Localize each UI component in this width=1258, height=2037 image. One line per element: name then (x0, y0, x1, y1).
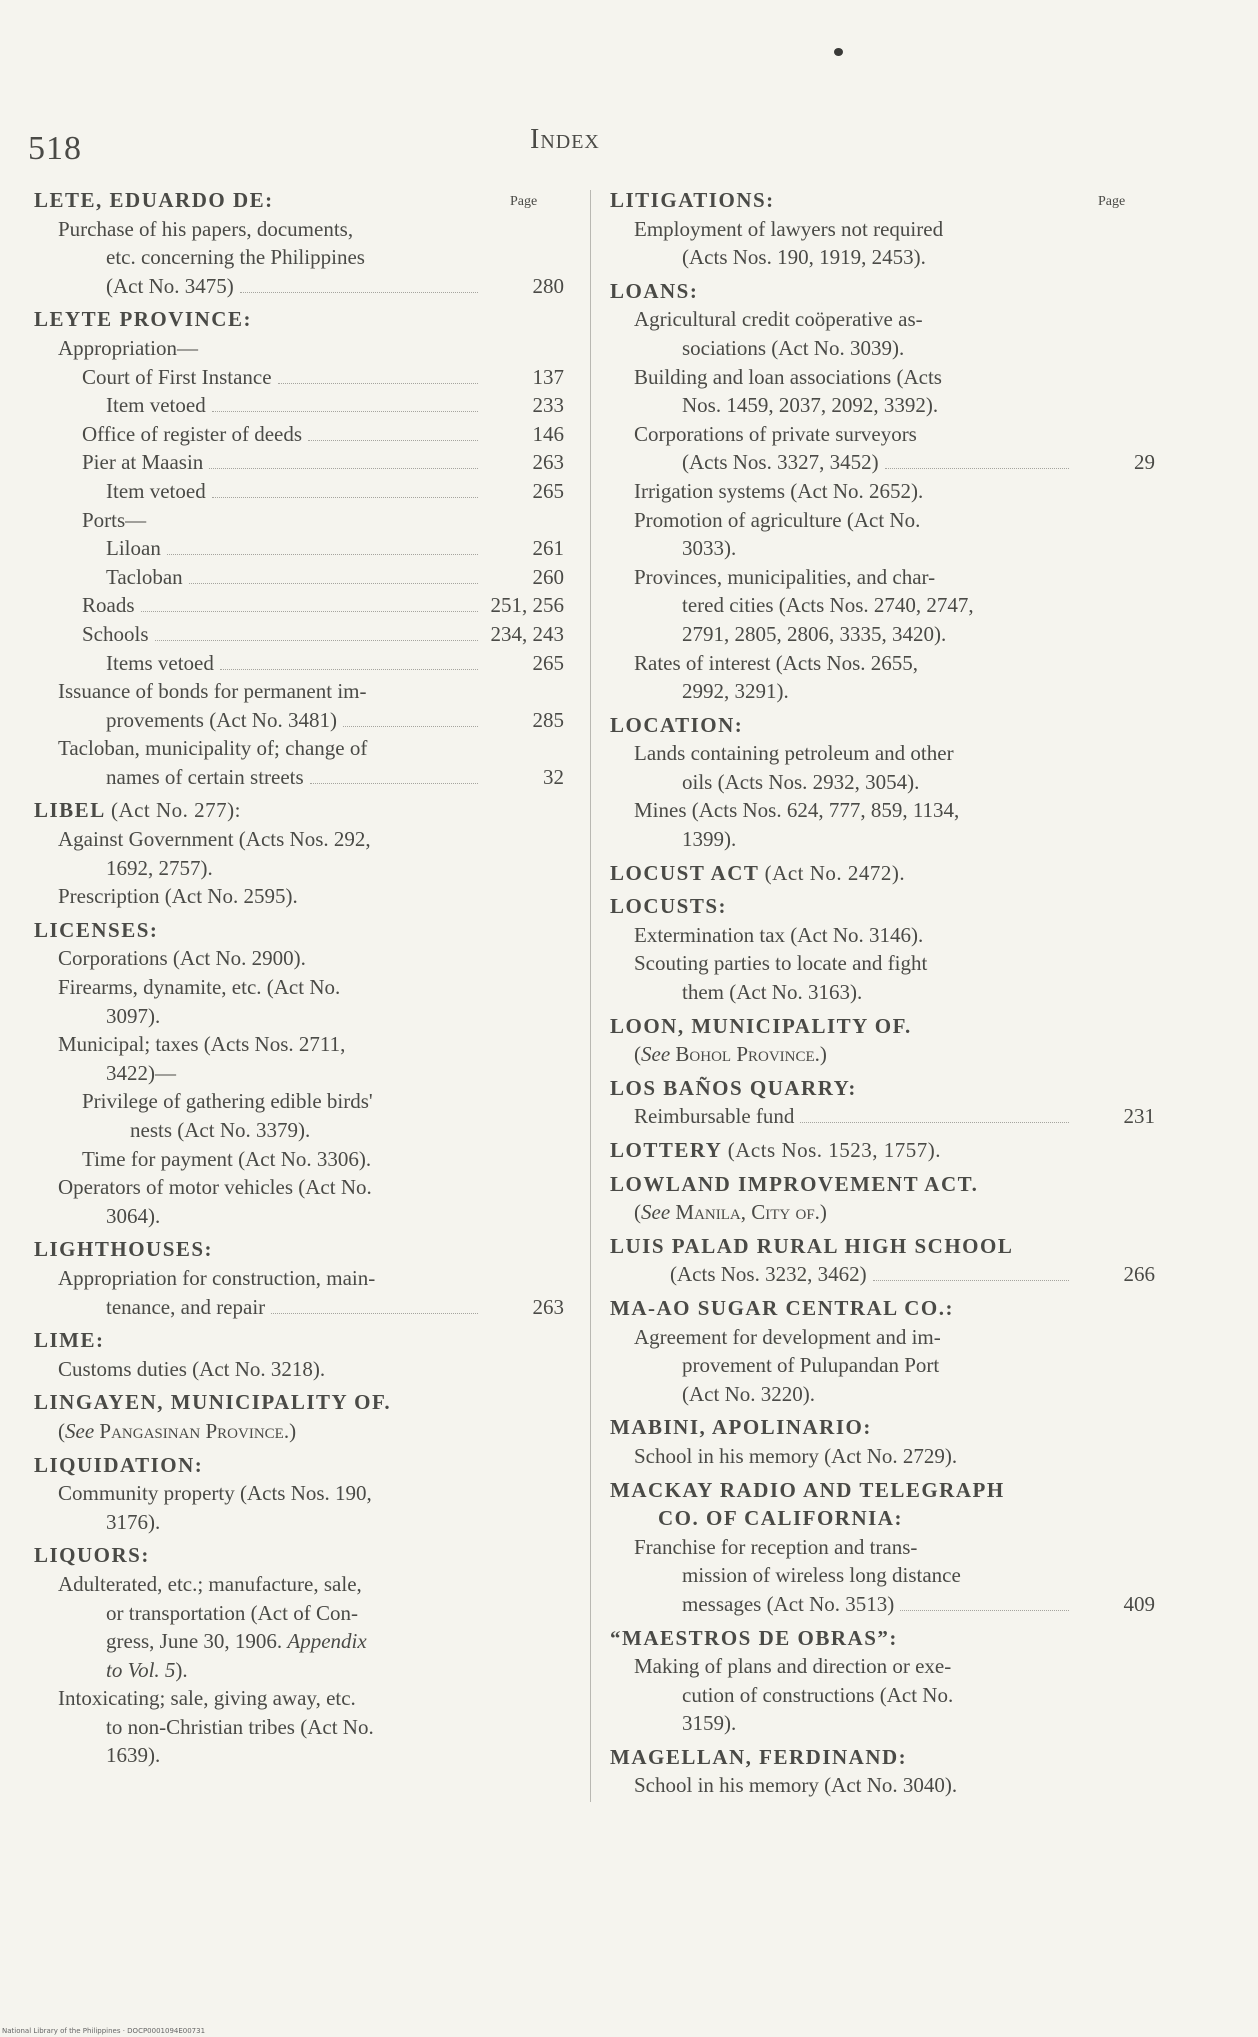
entry-heading-cont: CO. OF CALIFORNIA: (658, 1506, 903, 1531)
entry-line: Agreement for development and im- (634, 1324, 941, 1349)
entry-line: School in his memory (Act No. 2729). (634, 1443, 958, 1468)
index-entry-liquors (34, 1541, 564, 1770)
index-entry-location (610, 711, 1155, 854)
entry-text: (Acts Nos. 3327, 3452) (682, 450, 879, 475)
entry-line: Corporations of private surveyors (634, 421, 917, 446)
entry-see-also: (See Pangasinan Province.) (58, 1418, 297, 1443)
entry-text: Reimbursable fund (634, 1104, 795, 1129)
entry-line: Customs duties (Act No. 3218). (58, 1356, 326, 1381)
entry-line: Building and loan associations (Acts (634, 364, 942, 389)
entry-text: provements (Act No. 3481) (106, 707, 337, 732)
entry-ref (34, 620, 564, 649)
entry-text: Item vetoed (106, 393, 206, 418)
entry-ref (34, 448, 564, 477)
entry-heading: LOON, MUNICIPALITY OF. (610, 1013, 912, 1038)
index-entry-ma-ao (610, 1294, 1155, 1408)
entry-ref (34, 706, 564, 735)
dot-leader (308, 440, 478, 441)
entry-heading: LIGHTHOUSES: (34, 1237, 214, 1262)
page-ref: 29 (1134, 450, 1155, 475)
entry-line: or transportation (Act of Con- (106, 1600, 358, 1625)
page-ref: 263 (532, 1294, 564, 1319)
entry-line: Lands containing petroleum and other (634, 741, 954, 766)
entry-heading: LIQUORS: (34, 1543, 150, 1568)
entry-line: Provinces, municipalities, and char- (634, 564, 936, 589)
index-entry-lingayen (34, 1388, 564, 1445)
entry-line: (Act No. 3220). (682, 1381, 815, 1406)
index-entry-libel (34, 796, 564, 910)
entry-line: 2992, 3291). (682, 679, 789, 704)
see-ref: Manila, City of.) (675, 1200, 827, 1225)
entry-heading: LOCUST ACT (610, 860, 760, 885)
entry-text-italic: to Vol. 5 (106, 1657, 176, 1682)
entry-heading: MACKAY RADIO AND TELEGRAPH (610, 1477, 1005, 1502)
entry-line: 3159). (682, 1711, 737, 1736)
entry-line: mission of wireless long distance (682, 1563, 961, 1588)
dot-leader (278, 383, 478, 384)
entry-line: Against Government (Acts Nos. 292, (58, 827, 371, 852)
entry-line: Irrigation systems (Act No. 2652). (634, 478, 924, 503)
entry-heading: LOTTERY (610, 1138, 723, 1162)
entry-heading: MA-AO SUGAR CENTRAL CO.: (610, 1295, 955, 1320)
see-word: See (641, 1042, 671, 1067)
entry-heading: LIQUIDATION: (34, 1452, 204, 1477)
entry-heading: LOANS: (610, 278, 699, 303)
index-entry-loans (610, 277, 1155, 706)
entry-ref (610, 1260, 1155, 1289)
entry-ref (34, 534, 564, 563)
index-entry-litigations (610, 186, 1155, 272)
entry-heading: LOCATION: (610, 712, 744, 737)
entry-heading: LIME: (34, 1328, 105, 1353)
entry-heading: MABINI, APOLINARIO: (610, 1415, 872, 1440)
entry-line: Municipal; taxes (Acts Nos. 2711, (58, 1032, 346, 1057)
entry-text: names of certain streets (106, 764, 304, 789)
entry-ref (34, 391, 564, 420)
entry-line: Mines (Acts Nos. 624, 777, 859, 1134, (634, 798, 960, 823)
entry-line: 3033). (682, 536, 737, 561)
entry-heading-row (610, 859, 1155, 888)
page-ref: 409 (1123, 1591, 1155, 1616)
entry-text: (Act No. 3475) (106, 273, 234, 298)
entry-text: Schools (82, 621, 149, 646)
scan-footer: National Library of the Philippines · DOCP0001094E00731 (2, 2027, 206, 2035)
entry-text: Liloan (106, 536, 161, 561)
page-ref: 265 (532, 650, 564, 675)
entry-line: to non-Christian tribes (Act No. (106, 1714, 374, 1739)
entry-heading: LOWLAND IMPROVEMENT ACT. (610, 1171, 979, 1196)
index-column-left (34, 186, 564, 1775)
index-entry-mackay (610, 1476, 1155, 1619)
page-column-label-left: Page (510, 194, 538, 209)
entry-heading: LINGAYEN, MUNICIPALITY OF. (34, 1390, 392, 1415)
entry-ref (34, 649, 564, 678)
column-divider (590, 190, 591, 1802)
index-entry-locusts (610, 892, 1155, 1006)
entry-heading: MAGELLAN, FERDINAND: (610, 1744, 908, 1769)
entry-line: cution of constructions (Act No. (682, 1682, 954, 1707)
index-entry-luis-palad (610, 1232, 1155, 1289)
entry-line: Intoxicating; sale, giving away, etc. (58, 1686, 356, 1711)
page-number: 518 (28, 130, 82, 167)
index-column-right (610, 186, 1155, 1805)
dot-leader (189, 583, 478, 584)
entry-line: Franchise for reception and trans- (634, 1534, 918, 1559)
entry-line: Community property (Acts Nos. 190, (58, 1481, 372, 1506)
ink-speck (834, 48, 843, 56)
page-ref: 266 (1123, 1262, 1155, 1287)
entry-line: Privilege of gathering edible birds' (82, 1089, 373, 1114)
entry-see-also: (See Bohol Province.) (634, 1042, 827, 1067)
page-ref: 251, 256 (490, 593, 564, 618)
entry-text: Tacloban (106, 564, 183, 589)
dot-leader (220, 669, 478, 670)
entry-heading-note: (Acts Nos. 1523, 1757). (727, 1138, 942, 1162)
entry-see-also: (See Manila, City of.) (634, 1200, 827, 1225)
entry-line: 2791, 2805, 2806, 3335, 3420). (682, 621, 947, 646)
entry-line: Time for payment (Act No. 3306). (82, 1146, 372, 1171)
see-ref: Bohol Province.) (675, 1042, 827, 1067)
entry-line: Purchase of his papers, documents, (58, 216, 354, 241)
entry-line: tered cities (Acts Nos. 2740, 2747, (682, 593, 974, 618)
index-entry-lowland (610, 1170, 1155, 1227)
entry-line: Appropriation for construction, main- (58, 1265, 376, 1290)
entry-line: 1692, 2757). (106, 855, 213, 880)
entry-text: Office of register of deeds (82, 421, 303, 446)
dot-leader (212, 497, 478, 498)
dot-leader (141, 611, 479, 612)
entry-line: them (Act No. 3163). (682, 980, 863, 1005)
entry-line: Ports— (82, 507, 147, 532)
entry-line: Agricultural credit coöperative as- (634, 307, 923, 332)
entry-text: (Acts Nos. 3232, 3462) (670, 1262, 867, 1287)
index-entry-liquidation (34, 1451, 564, 1537)
entry-line: oils (Acts Nos. 2932, 3054). (682, 769, 920, 794)
entry-ref (610, 1102, 1155, 1131)
page-ref: 261 (532, 536, 564, 561)
entry-text: Item vetoed (106, 478, 206, 503)
page-ref: 260 (532, 564, 564, 589)
index-entry-lete (34, 186, 564, 300)
page-column-label-right: Page (1098, 194, 1126, 209)
entry-line: Rates of interest (Acts Nos. 2655, (634, 650, 919, 675)
entry-ref (34, 763, 564, 792)
entry-line: etc. concerning the Philippines (106, 245, 365, 270)
entry-ref (34, 591, 564, 620)
index-entry-magellan (610, 1743, 1155, 1800)
see-ref: Pangasinan Province.) (99, 1418, 297, 1443)
entry-heading-row (34, 796, 564, 825)
page-ref: 233 (532, 393, 564, 418)
dot-leader (873, 1280, 1069, 1281)
dot-leader (343, 726, 478, 727)
entry-heading: LITIGATIONS: (610, 188, 775, 212)
page-ref: 265 (532, 478, 564, 503)
entry-line: Extermination tax (Act No. 3146). (634, 922, 924, 947)
page-ref: 231 (1123, 1104, 1155, 1129)
entry-line: Nos. 1459, 2037, 2092, 3392). (682, 393, 939, 418)
entry-line: to Vol. 5). (106, 1657, 188, 1682)
index-entry-leyte (34, 305, 564, 791)
entry-line: provement of Pulupandan Port (682, 1353, 940, 1378)
page-ref: 234, 243 (490, 621, 564, 646)
dot-leader (209, 468, 478, 469)
entry-line: Adulterated, etc.; manufacture, sale, (58, 1571, 362, 1596)
entry-text: Items vetoed (106, 650, 214, 675)
entry-heading: “MAESTROS DE OBRAS”: (610, 1625, 898, 1650)
entry-heading: LEYTE PROVINCE: (34, 307, 252, 332)
index-entry-mabini (610, 1413, 1155, 1470)
entry-line: Employment of lawyers not required (634, 216, 944, 241)
index-entry-lime (34, 1326, 564, 1383)
dot-leader (155, 640, 478, 641)
entry-line: Tacloban, municipality of; change of (58, 736, 368, 761)
dot-leader (212, 411, 478, 412)
entry-line: 3176). (106, 1509, 161, 1534)
entry-line: 3064). (106, 1203, 161, 1228)
page-ref: 137 (532, 364, 564, 389)
entry-ref (610, 1590, 1155, 1619)
entry-heading: LOCUSTS: (610, 894, 728, 919)
entry-line: Appropriation— (58, 335, 198, 360)
entry-ref (610, 448, 1155, 477)
index-entry-lighthouses (34, 1235, 564, 1321)
entry-line: Prescription (Act No. 2595). (58, 884, 298, 909)
index-entry-maestros (610, 1624, 1155, 1738)
entry-line: Promotion of agriculture (Act No. (634, 507, 921, 532)
dot-leader (271, 1313, 478, 1314)
entry-text: gress, June 30, 1906. (106, 1629, 283, 1654)
entry-heading-note: (Act No. 2472). (764, 860, 906, 885)
entry-line: Firearms, dynamite, etc. (Act No. (58, 975, 341, 1000)
page-ref: 263 (532, 450, 564, 475)
entry-ref (34, 477, 564, 506)
entry-line: Issuance of bonds for permanent im- (58, 679, 367, 704)
page-ref: 280 (532, 273, 564, 298)
entry-ref (34, 420, 564, 449)
dot-leader (167, 554, 478, 555)
index-entry-licenses (34, 916, 564, 1231)
entry-heading: LUIS PALAD RURAL HIGH SCHOOL (610, 1233, 1014, 1258)
dot-leader (310, 783, 478, 784)
entry-text: tenance, and repair (106, 1294, 266, 1319)
entry-heading: LICENSES: (34, 917, 159, 942)
entry-text: Court of First Instance (82, 364, 272, 389)
entry-line: (Acts Nos. 190, 1919, 2453). (682, 245, 926, 270)
page-ref: 146 (532, 421, 564, 446)
entry-line: School in his memory (Act No. 3040). (634, 1773, 958, 1798)
entry-heading: LETE, EDUARDO DE: (34, 188, 274, 212)
dot-leader (900, 1610, 1069, 1611)
entry-text: messages (Act No. 3513) (682, 1591, 895, 1616)
see-word: See (641, 1200, 671, 1225)
entry-text: Roads (82, 593, 135, 618)
entry-ref (34, 563, 564, 592)
entry-text: Pier at Maasin (82, 450, 204, 475)
entry-line (34, 1627, 564, 1656)
entry-line: 1639). (106, 1743, 161, 1768)
entry-line: 1399). (682, 827, 737, 852)
entry-text-italic: Appendix (287, 1629, 367, 1654)
page-ref: 32 (543, 764, 564, 789)
entry-line: Scouting parties to locate and fight (634, 951, 928, 976)
page-header-title: Index (530, 124, 600, 155)
dot-leader (800, 1122, 1069, 1123)
index-entry-los-banos-quarry (610, 1074, 1155, 1131)
dot-leader (885, 468, 1069, 469)
entry-line: 3097). (106, 1003, 161, 1028)
entry-line: Making of plans and direction or exe- (634, 1654, 952, 1679)
index-entry-lottery (610, 1136, 1155, 1165)
entry-line: nests (Act No. 3379). (130, 1118, 311, 1142)
entry-ref (34, 272, 564, 301)
entry-line: sociations (Act No. 3039). (682, 335, 905, 360)
entry-ref (34, 1293, 564, 1322)
entry-heading-row (610, 1136, 1155, 1165)
index-entry-loon (610, 1012, 1155, 1069)
entry-ref (34, 363, 564, 392)
see-word: See (65, 1418, 95, 1443)
entry-line: 3422)— (106, 1060, 176, 1085)
entry-heading: LOS BAÑOS QUARRY: (610, 1075, 857, 1100)
dot-leader (240, 292, 478, 293)
entry-heading: LIBEL (34, 798, 106, 823)
entry-line: Operators of motor vehicles (Act No. (58, 1175, 372, 1200)
page-ref: 285 (532, 707, 564, 732)
entry-line: Corporations (Act No. 2900). (58, 946, 306, 971)
index-entry-locust-act (610, 859, 1155, 888)
entry-heading-note: (Act No. 277): (110, 798, 242, 823)
